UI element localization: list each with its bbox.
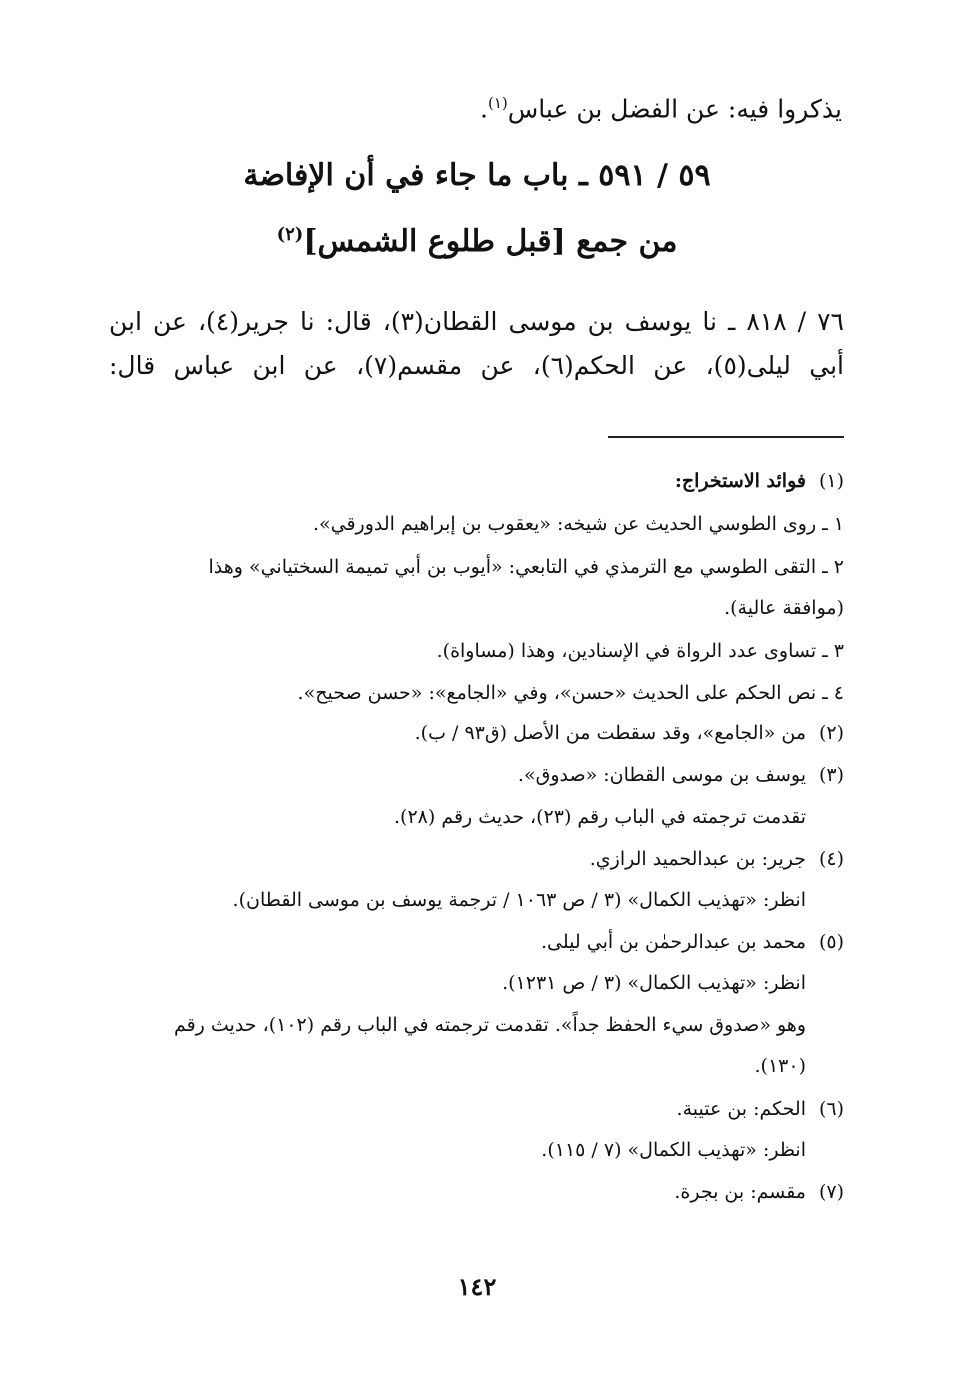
footnote-5-cont: انظر: «تهذيب الكمال» (٣ / ص ١٢٣١). [502, 972, 806, 994]
page-number: ١٤٢ [457, 1272, 497, 1301]
footnote-ref-2: (٢) [276, 224, 304, 245]
footnote-3-cont: تقدمت ترجمته في الباب رقم (٢٣)، حديث رقم (٢٨). [394, 806, 806, 828]
footnote-1-item-2: ٢ ـ التقى الطوسي مع الترمذي في التابعي: «أيوب بن أبي تميمة السختياني» وهذا [208, 556, 844, 578]
footnote-5-note: وهو «صدوق سيء الحفظ جداً». تقدمت ترجمته في الباب رقم (١٠٢)، حديث رقم [173, 1014, 806, 1036]
footnote-divider [608, 436, 844, 438]
footnote-1-item-2-cont: (موافقة عالية). [724, 597, 844, 619]
intro-line [480, 94, 842, 123]
footnote-6-cont: انظر: «تهذيب الكمال» (٧ / ١١٥). [541, 1139, 806, 1161]
chapter-title-line1: ٥٩ / ٥٩١ ـ باب ما جاء في أن الإفاضة [243, 158, 711, 193]
chapter-title-text: من جمع [قبل طلوع الشمس] [303, 224, 678, 259]
footnote-6: (٦)الحكم: بن عتيبة. [676, 1098, 844, 1120]
intro-end: . [480, 94, 488, 124]
footnote-2: (٢)من «الجامع»، وقد سقطت من الأصل (ق٩٣ / ب). [414, 722, 844, 744]
footnote-5: (٥)محمد بن عبدالرحمٰن بن أبي ليلى. [541, 931, 844, 953]
footnote-1-item-4: ٤ ـ نص الحكم على الحديث «حسن»، وفي «الجامع»: «حسن صحيح». [297, 682, 844, 704]
footnote-4-cont: انظر: «تهذيب الكمال» (٣ / ص ١٠٦٣ / ترجمة يوسف بن موسى القطان). [232, 889, 806, 911]
hadith-line-2: أبي ليلى(٥)، عن الحكم(٦)، عن مقسم(٧)، عن ابن عباس قال: [109, 351, 845, 380]
chapter-title-line2 [0, 224, 954, 259]
footnote-5-note-cont: (١٣٠). [754, 1055, 806, 1077]
footnote-1: (١)فوائد الاستخراج: [674, 470, 844, 492]
footnote-1-item-1: ١ ـ روى الطوسي الحديث عن شيخه: «يعقوب بن إبراهيم الدورقي». [312, 513, 844, 535]
footnote-1-item-3: ٣ ـ تساوى عدد الرواة في الإسنادين، وهذا (مساواة). [436, 640, 844, 662]
footnote-ref-1: (١) [488, 94, 508, 112]
intro-text: يذكروا فيه: عن الفضل بن عباس [507, 94, 842, 124]
hadith-line-1: ٧٦ / ٨١٨ ـ نا يوسف بن موسى القطان(٣)، قال: نا جرير(٤)، عن ابن [109, 307, 844, 336]
footnote-4: (٤)جرير: بن عبدالحميد الرازي. [589, 848, 844, 870]
hadith-text [109, 300, 844, 388]
footnote-7: (٧)مقسم: بن بجرة. [674, 1181, 844, 1203]
footnote-3: (٣)يوسف بن موسى القطان: «صدوق». [517, 764, 844, 786]
